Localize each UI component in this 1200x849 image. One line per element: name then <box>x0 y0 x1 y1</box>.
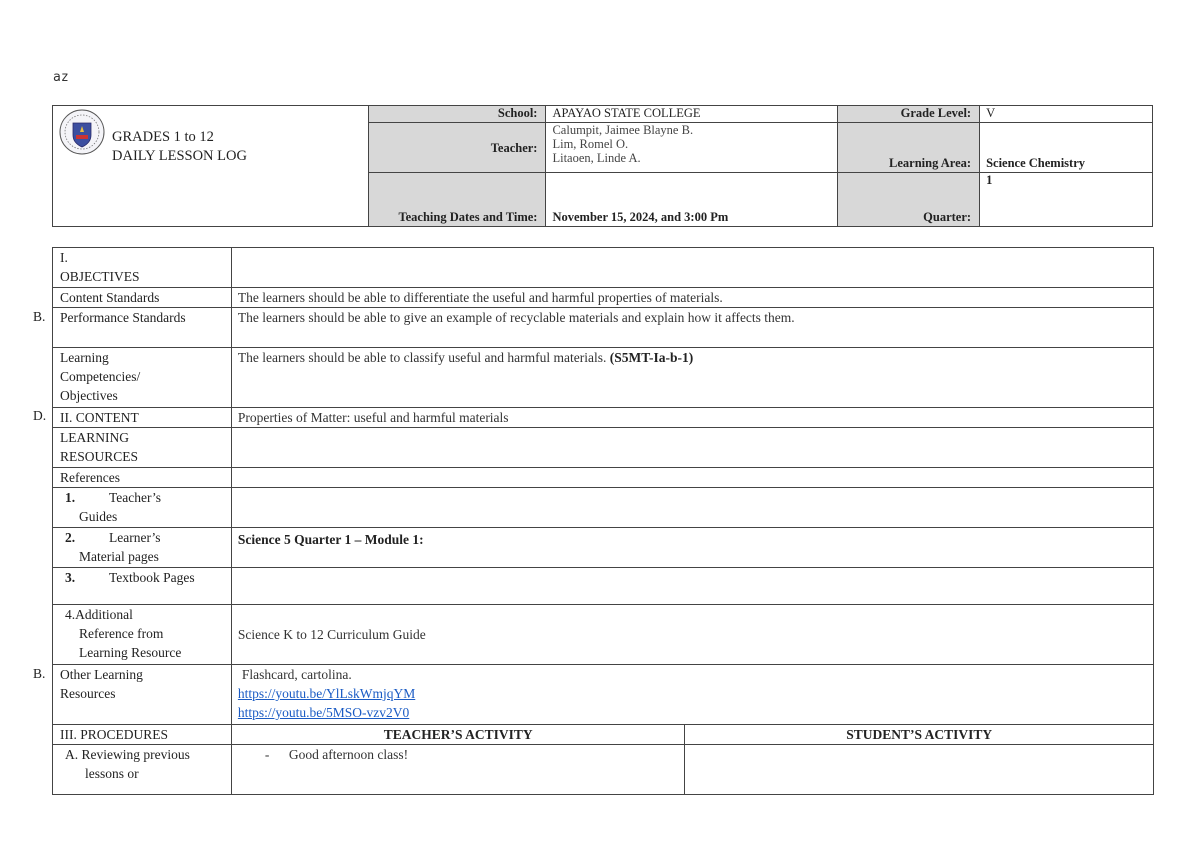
objectives-heading: OBJECTIVES <box>60 269 140 284</box>
performance-standards-value: The learners should be able to give an example of recyclable materials and explain how it affects them. <box>231 308 1153 348</box>
learners-material-label <box>53 528 232 568</box>
learners-material-value: Science 5 Quarter 1 – Module 1: <box>231 528 1153 568</box>
greeting-text: Good afternoon class! <box>288 747 409 762</box>
school-label: School: <box>368 106 546 123</box>
competencies-text: The learners should be able to classify useful and harmful materials. <box>237 350 610 365</box>
procedures-label: III. PROCEDURES <box>53 725 232 745</box>
content-value: Properties of Matter: useful and harmful materials <box>231 408 1153 428</box>
table-row <box>53 468 1154 488</box>
table-row <box>53 605 1154 665</box>
student-activity-heading: STUDENT’S ACTIVITY <box>685 725 1154 745</box>
resources-label-line1: LEARNING <box>60 430 129 445</box>
reviewing-line1: A. Reviewing previous <box>65 747 190 762</box>
reviewing-label <box>53 745 232 795</box>
grade-level-label: Grade Level: <box>838 106 980 123</box>
other-resources-line2: Resources <box>60 686 116 701</box>
lesson-log-table <box>52 247 1154 795</box>
student-activity-cell <box>685 745 1154 795</box>
table-row <box>53 488 1154 528</box>
corner-note: az <box>53 70 69 85</box>
learners-material-number: 2. <box>65 530 76 545</box>
table-row <box>53 308 1154 348</box>
performance-standards-label: Performance Standards <box>53 308 232 348</box>
teacher-names <box>546 123 838 173</box>
competencies-value <box>231 348 1153 408</box>
additional-reference-value: Science K to 12 Curriculum Guide <box>231 605 1153 665</box>
table-row <box>53 248 1154 288</box>
table-row <box>53 528 1154 568</box>
other-resources-value <box>231 665 1153 725</box>
learning-area-value: Science Chemistry <box>980 123 1153 173</box>
teachers-guides-label <box>53 488 232 528</box>
table-row <box>53 665 1154 725</box>
teacher-activity-heading: TEACHER’S ACTIVITY <box>231 725 685 745</box>
competencies-label <box>53 348 232 408</box>
school-value: APAYAO STATE COLLEGE <box>546 106 838 123</box>
learners-material-line1: Learner’s <box>109 530 161 545</box>
learning-resources-label <box>53 428 232 468</box>
content-label: II. CONTENT <box>53 408 232 428</box>
table-row <box>53 408 1154 428</box>
additional-reference-label <box>53 605 232 665</box>
header-title-line2: DAILY LESSON LOG <box>112 148 247 164</box>
other-resources-text: Flashcard, cartolina. <box>241 667 352 682</box>
reviewing-line2: lessons or <box>85 766 139 781</box>
learning-area-label: Learning Area: <box>838 123 980 173</box>
objectives-number: I. <box>60 250 68 265</box>
table-row <box>53 745 1154 795</box>
greeting-bullet: - <box>264 747 270 762</box>
competencies-label-line2: Competencies/ <box>60 369 141 384</box>
teaching-dates-value: November 15, 2024, and 3:00 Pm <box>546 173 838 227</box>
additional-reference-line2: Reference from <box>79 626 164 641</box>
teacher-label: Teacher: <box>368 123 546 173</box>
content-standards-label: Content Standards <box>53 288 232 308</box>
competencies-label-line1: Learning <box>60 350 109 365</box>
teaching-dates-label: Teaching Dates and Time: <box>368 173 546 227</box>
learners-material-line2: Material pages <box>79 549 159 564</box>
table-row <box>53 725 1154 745</box>
quarter-label: Quarter: <box>838 173 980 227</box>
table-row <box>53 288 1154 308</box>
textbook-pages-number: 3. <box>65 570 76 585</box>
textbook-pages-label <box>53 568 232 605</box>
objectives-label <box>53 248 232 288</box>
competencies-code: (S5MT-Ia-b-1) <box>609 350 694 365</box>
grade-level-value: V <box>980 106 1153 123</box>
additional-reference-line3: Learning Resource <box>79 645 182 660</box>
greeting-cell <box>231 745 685 795</box>
quarter-value: 1 <box>980 173 1153 227</box>
textbook-pages-text: Textbook Pages <box>109 570 195 585</box>
other-resources-label <box>53 665 232 725</box>
resources-label-line2: RESOURCES <box>60 449 139 464</box>
youtube-link-1[interactable]: https://youtu.be/YlLskWmjqYM <box>237 686 416 701</box>
marker-d-content: D. <box>33 408 47 423</box>
teacher-name-1: Calumpit, Jaimee Blayne B. <box>552 123 694 137</box>
teacher-name-2: Lim, Romel O. <box>552 137 629 151</box>
references-label: References <box>53 468 232 488</box>
marker-b-performance: B. <box>33 309 46 324</box>
lesson-log-header <box>52 105 1153 227</box>
table-row <box>53 348 1154 408</box>
youtube-link-2[interactable]: https://youtu.be/5MSO-vzv2V0 <box>237 705 410 720</box>
header-logo-cell <box>53 106 369 227</box>
header-title-line1: GRADES 1 to 12 <box>112 129 214 145</box>
competencies-label-line3: Objectives <box>60 388 118 403</box>
additional-reference-line1: 4.Additional <box>65 607 133 622</box>
other-resources-line1: Other Learning <box>60 667 143 682</box>
teachers-guides-line2: Guides <box>79 509 118 524</box>
teacher-name-3: Litaoen, Linde A. <box>552 151 641 165</box>
table-row <box>53 568 1154 605</box>
table-row <box>53 428 1154 468</box>
teachers-guides-number: 1. <box>65 490 76 505</box>
deped-seal-icon <box>59 109 105 155</box>
teachers-guides-line1: Teacher’s <box>109 490 162 505</box>
marker-b-other: B. <box>33 666 46 681</box>
content-standards-value: The learners should be able to differentiate the useful and harmful properties of materials. <box>231 288 1153 308</box>
